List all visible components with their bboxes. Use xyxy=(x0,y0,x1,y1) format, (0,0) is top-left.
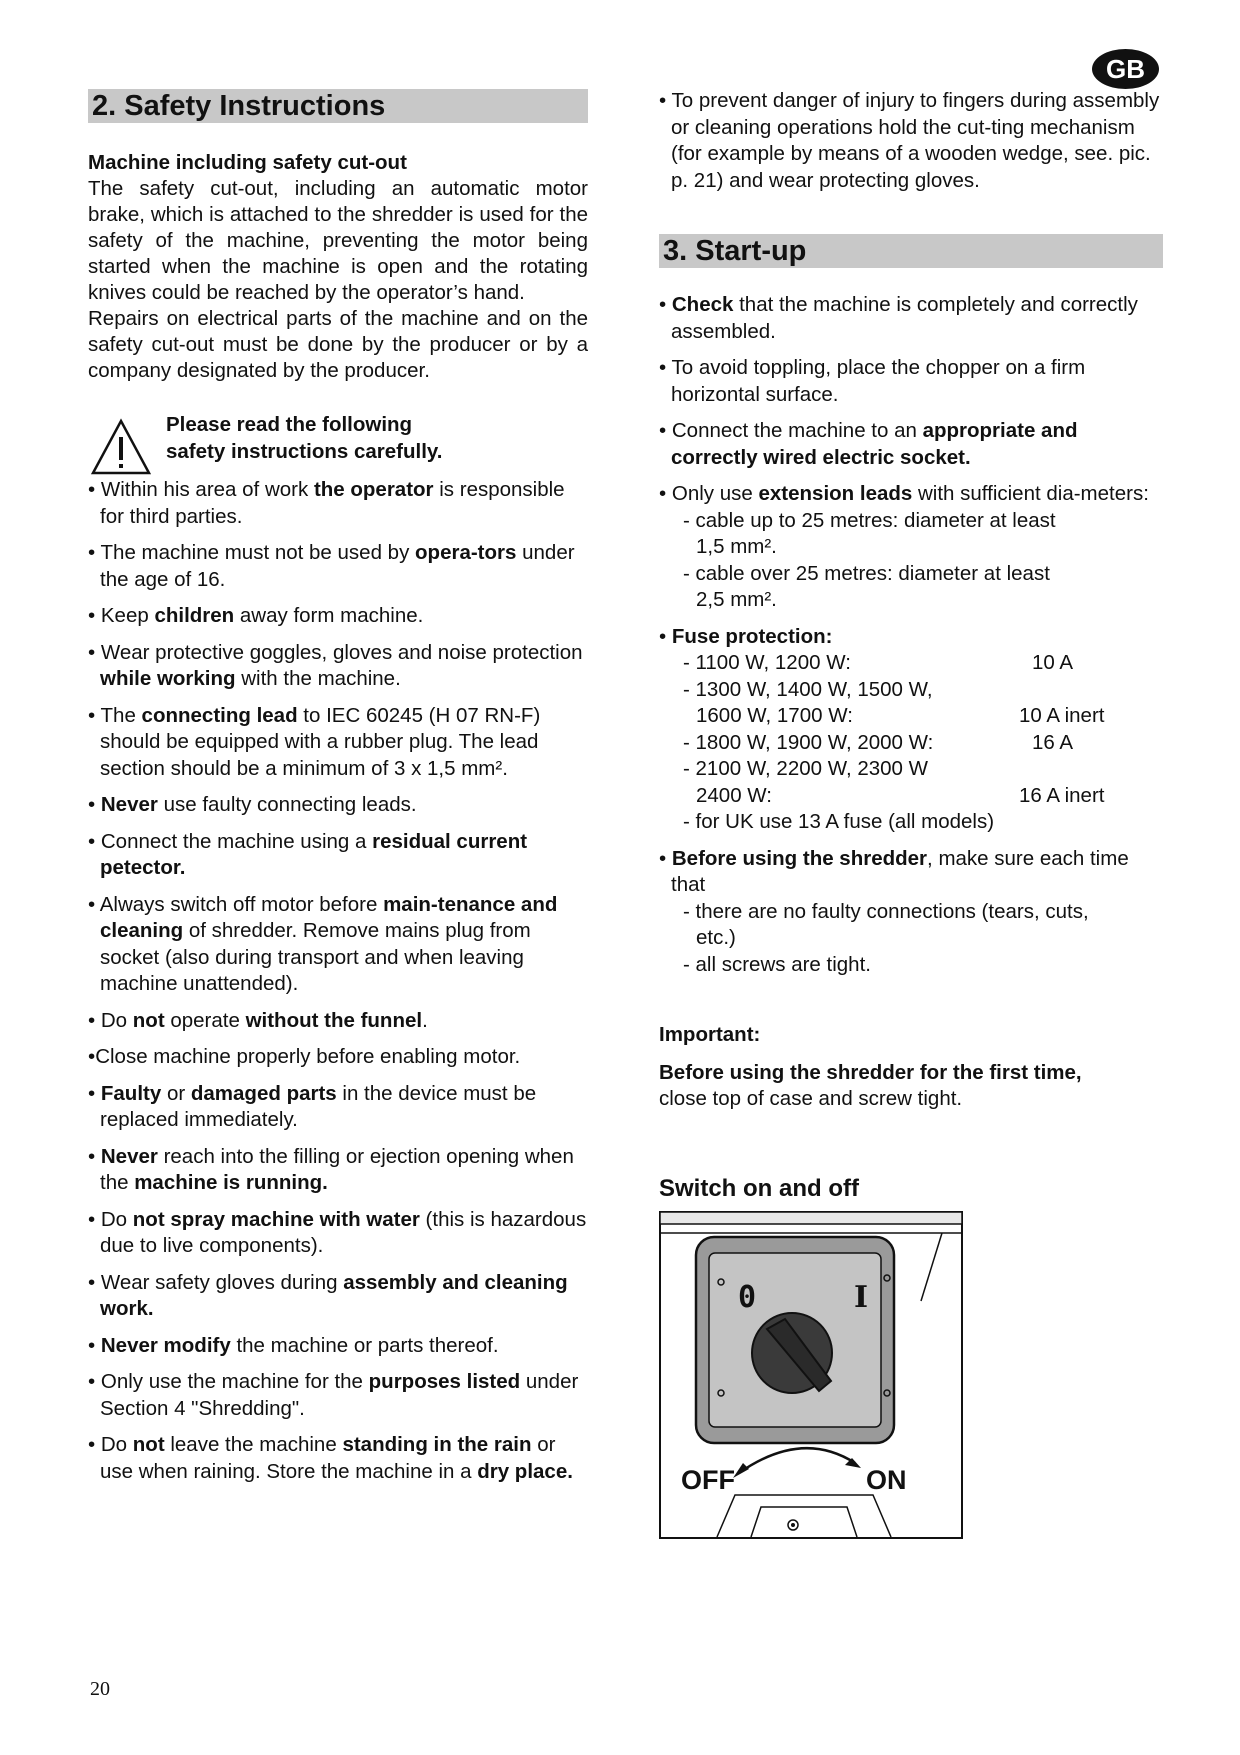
list-item: • Before using the shredder, make sure each time that - there are no faulty connections (tears, cuts, etc.) - all screws are tight. xyxy=(659,846,1163,979)
cable-spec-2: - cable over 25 metres: diameter at least 2,5 mm². xyxy=(683,561,1050,611)
list-item: • Connect the machine to an appropriate and correctly wired electric socket. xyxy=(659,419,1078,469)
switch-position-i-label: I xyxy=(854,1279,869,1315)
subheading-safety-cutout: Machine including safety cut-out xyxy=(88,151,407,174)
fuse-table xyxy=(671,650,1163,836)
fuse-row: - 2100 W, 2200 W, 2300 W xyxy=(683,757,928,780)
paragraph-cutout: The safety cut-out, including an automatic motor brake, which is attached to the shredder is used for the safety of the machine, preventing the motor being started when the machine is open and the rotating knives could be reached by the operator’s hand. xyxy=(88,177,588,304)
safety-bullet-list xyxy=(88,477,588,1485)
important-line: close top of case and screw tight. xyxy=(659,1087,963,1110)
list-item: • Connect the machine using a residual current petector. xyxy=(88,829,528,879)
fuse-row: - for UK use 13 A fuse (all models) xyxy=(683,810,995,833)
paragraph-repairs: Repairs on electrical parts of the machine and on the safety cut-out must be done by the producer or by a company designated by the producer. xyxy=(88,307,588,382)
list-item: • The machine must not be used by opera-tors under the age of 16. xyxy=(88,541,575,591)
list-item: • Never use faulty connecting leads. xyxy=(88,793,417,816)
list-item: • Only use extension leads with sufficient dia-meters: - cable up to 25 metres: diameter at least 1,5 mm². - cable over 25 metres: diameter at least 2,5 mm². xyxy=(659,481,1163,614)
section-heading-startup: 3. Start-up xyxy=(659,234,1163,268)
list-item: • Do not operate without the funnel. xyxy=(88,1008,428,1032)
warning-triangle-icon xyxy=(90,418,152,476)
list-item: • Fuse protection: - 1100 W, 1200 W: 10 A - 1300 W, 1400 W, 1500 W, 1600 W, 1700 W: 10 A inert - 1800 W, 1900 W, 2000 W: 16 A - 2100 W, 2200 W, 2300 W 2400 W: 16 A inert - for UK use 13 A fuse (all models) xyxy=(659,624,1163,836)
page-number: 20 xyxy=(90,1678,110,1700)
language-badge: GB xyxy=(1092,49,1159,89)
list-item: • Check that the machine is completely and correctly assembled. xyxy=(659,293,1138,343)
important-note xyxy=(659,1022,1163,1113)
fuse-row: - 1800 W, 1900 W, 2000 W: 16 A xyxy=(683,730,1074,754)
top-bullet-list xyxy=(659,88,1163,194)
list-item: • To prevent danger of injury to fingers during assembly or cleaning operations hold the cut-ting mechanism (for example by means of a wooden wedge, see. pic. p. 21) and wear protecting gloves. xyxy=(659,89,1160,192)
list-item: • Never modify the machine or parts thereof. xyxy=(88,1333,499,1357)
check-1: - there are no faulty connections (tears, cuts, etc.) xyxy=(683,899,1089,949)
fuse-row: 2400 W: 16 A inert xyxy=(696,783,1105,807)
list-item: • Do not leave the machine standing in the rain or use when raining. Store the machine in a dry place. xyxy=(88,1433,573,1483)
switch-illustration xyxy=(659,1211,963,1539)
list-item: • The connecting lead to IEC 60245 (H 07 RN-F) should be equipped with a rubber plug. The lead section should be a minimum of 3 x 1,5 mm². xyxy=(88,703,541,780)
left-column xyxy=(88,89,588,1495)
switch-heading: Switch on and off xyxy=(659,1174,859,1202)
warning-text xyxy=(166,411,442,465)
warning-line-2: safety instructions carefully. xyxy=(166,440,443,463)
list-item: • Keep children away form machine. xyxy=(88,604,424,627)
cable-spec-1: - cable up to 25 metres: diameter at least 1,5 mm². xyxy=(683,508,1056,558)
warning-line-1: Please read the following xyxy=(166,413,413,436)
important-bold-line: Before using the shredder for the first time, xyxy=(659,1060,1082,1084)
fuse-row: - 1300 W, 1400 W, 1500 W, xyxy=(683,677,933,701)
list-item: • Do not spray machine with water (this is hazardous due to live components). xyxy=(88,1207,587,1257)
fuse-row: 1600 W, 1700 W: 10 A inert xyxy=(696,704,1105,727)
fuse-row: - 1100 W, 1200 W: 10 A xyxy=(683,651,1074,674)
list-item: • Never reach into the filling or ejection opening when the machine is running. xyxy=(88,1144,574,1194)
list-item: • Wear protective goggles, gloves and noise protection while working with the machine. xyxy=(88,640,583,690)
important-label: Important: xyxy=(659,1023,761,1046)
check-2: - all screws are tight. xyxy=(683,952,871,976)
list-item: • Faulty or damaged parts in the device must be replaced immediately. xyxy=(88,1081,537,1131)
list-item: • Within his area of work the operator is responsible for third parties. xyxy=(88,478,565,528)
switch-position-0-label: 0 xyxy=(738,1279,757,1315)
section-heading-safety: 2. Safety Instructions xyxy=(88,89,588,123)
switch-off-label: OFF xyxy=(681,1464,735,1495)
list-item: • To avoid toppling, place the chopper on a firm horizontal surface. xyxy=(659,356,1086,406)
right-column xyxy=(659,88,1163,1539)
warning-box xyxy=(88,411,588,477)
switch-on-label: ON xyxy=(866,1464,907,1495)
list-item: •Close machine properly before enabling motor. xyxy=(88,1045,521,1068)
startup-bullet-list xyxy=(659,292,1163,978)
list-item: • Wear safety gloves during assembly and cleaning work. xyxy=(88,1270,568,1320)
list-item: • Always switch off motor before main-tenance and cleaning of shredder. Remove mains plug from socket (also during transport and when leaving machine unattended). xyxy=(88,892,558,995)
list-item: • Only use the machine for the purposes listed under Section 4 "Shredding". xyxy=(88,1370,579,1420)
